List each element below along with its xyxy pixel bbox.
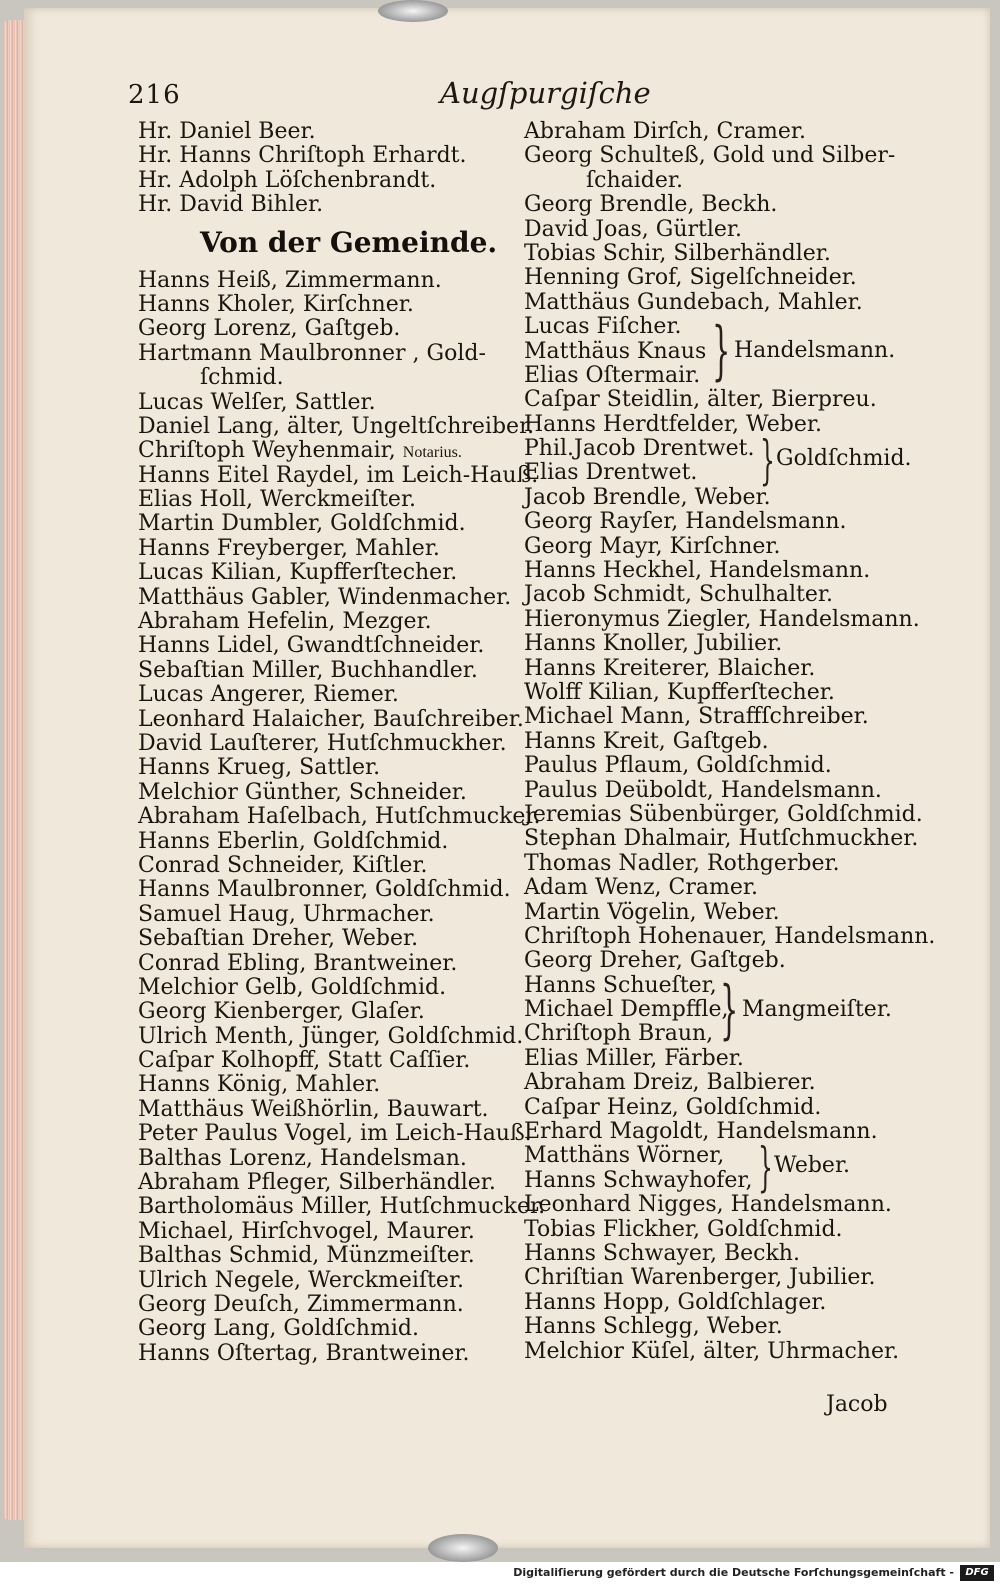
list-item: Abraham Dirſch, Cramer. [524,119,806,144]
list-item: Melchior Gelb, Goldſchmid. [138,974,447,1000]
list-item-continuation: ſchmid. [200,365,284,391]
list-item: Hanns Heckhel, Handelsmann. [524,558,871,584]
person-name: Chriſtoph Weyhenmair, [138,438,396,464]
list-item: Hanns Krueg, Sattler. [138,755,381,781]
list-item: Georg Brendle, Beckh. [524,192,778,218]
list-item: Stephan Dhalmair, Hutſchmuckher. [524,826,919,852]
list-item: Paulus Deüboldt, Handelsmann. [524,777,882,803]
list-item: Hanns Heiß, Zimmermann. [138,267,442,293]
list-item: Abraham Hefelin, Mezger. [138,609,432,635]
group-label: Weber. [774,1153,851,1179]
list-item: Lucas Angerer, Riemer. [138,682,399,708]
group-name: Chriſtoph Braun, [524,1021,714,1047]
footer-credit: Digitaliſierung gefördert durch die Deutsche Forſchungsgemeinſchaft - [513,1566,954,1579]
list-item: Samuel Haug, Uhrmacher. [138,901,435,927]
curly-brace-icon: } [712,314,731,389]
list-item: Georg Dreher, Gaſtgeb. [524,948,786,974]
list-item: Jacob Brendle, Weber. [524,484,771,510]
group-label: Mangmeiſter. [742,996,892,1022]
list-item: Martin Dumbler, Goldſchmid. [138,511,466,537]
book-clip-top [378,0,448,22]
list-item: Georg Lorenz, Gaſtgeb. [138,316,401,342]
list-item: Michael Mann, Straffſchreiber. [524,704,869,730]
list-item: Matthäus Gabler, Windenmacher. [138,584,512,610]
list-item: Matthäus Gundebach, Mahler. [524,289,863,315]
list-item: Abraham Pfleger, Silberhändler. [138,1170,496,1196]
list-item: Wolff Kilian, Kupfferſtecher. [524,680,835,706]
list-item: Hanns Lidel, Gwandtſchneider. [138,633,485,659]
list-item: Peter Paulus Vogel, im Leich-Hauß. [138,1121,532,1147]
list-item: Caſpar Steidlin, älter, Bierpreu. [524,387,877,413]
footer-bar [0,1562,1000,1585]
list-item: David Joas, Gürtler. [524,216,743,242]
person-title: Notarius. [402,444,462,462]
list-item: Conrad Ebling, Brantweiner. [138,950,458,976]
list-item: Hr. Hanns Chriſtoph Erhardt. [138,143,467,169]
list-item: Melchior Küſel, älter, Uhrmacher. [524,1338,900,1364]
group-name: Elias Oſtermair. [524,362,701,388]
list-item: Lucas Kilian, Kupfferſtecher. [138,560,458,586]
list-item: Georg Rayſer, Handelsmann. [524,509,847,535]
list-item: Henning Grof, Sigelſchneider. [524,265,857,291]
list-item-continuation: ſchaider. [586,167,683,193]
list-item: Michael, Hirſchvogel, Maurer. [138,1218,475,1244]
list-item: Jacob Schmidt, Schulhalter. [524,582,833,608]
list-item: Ulrich Menth, Jünger, Goldſchmid. [138,1023,524,1049]
list-item: Abraham Dreiz, Balbierer. [524,1070,816,1096]
list-item: Hr. Adolph Löſchenbrandt. [138,167,437,193]
brace-group-goldschmid [524,431,912,492]
curly-brace-icon: } [758,1138,773,1199]
list-item: Erhard Magoldt, Handelsmann. [524,1119,878,1145]
list-item: Georg Kienberger, Glaſer. [138,999,425,1025]
group-label: Goldſchmid. [776,446,912,472]
catchword: Jacob [826,1392,888,1417]
list-item: Elias Miller, Färber. [524,1045,744,1071]
list-item: Daniel Lang, älter, Ungeltſchreiber. [138,413,535,439]
list-item: Melchior Günther, Schneider. [138,779,467,805]
curly-brace-icon: } [720,972,739,1047]
curly-brace-icon: } [760,431,775,492]
list-item: Chriſtoph Hohenauer, Handelsmann. [524,923,936,949]
list-item: Bartholomäus Miller, Hutſchmucker. [138,1194,546,1220]
list-item: Abraham Haſelbach, Hutſchmucker. [138,804,541,830]
group-name: Michael Dempffle, [524,997,729,1023]
group-name: Lucas Fiſcher. [524,314,682,340]
list-item: Hanns Herdtfelder, Weber. [524,411,822,437]
list-item: Leonhard Nigges, Handelsmann. [524,1192,892,1218]
list-item: Hanns Kreit, Gaſtgeb. [524,728,769,754]
list-item: Georg Mayr, Kirſchner. [524,533,781,559]
list-item: Hanns Kreiterer, Blaicher. [524,655,816,681]
book-clip-bottom [428,1534,498,1562]
list-item: David Lauſterer, Hutſchmuckher. [138,730,507,756]
group-name: Matthäns Wörner, [524,1143,725,1169]
list-item: Hanns Maulbronner, Goldſchmid. [138,877,511,903]
group-name: Hanns Schwayhofer, [524,1167,753,1193]
list-item: Sebaſtian Miller, Buchhandler. [138,657,478,683]
list-item: Caſpar Heinz, Goldſchmid. [524,1094,822,1120]
list-item: Elias Holl, Werckmeiſter. [138,487,417,513]
page-number: 216 [128,80,181,110]
list-item: Matthäus Weißhörlin, Bauwart. [138,1096,489,1122]
list-item [138,439,513,463]
list-item: Hanns Oſtertag, Brantweiner. [138,1340,470,1366]
list-item: Hr. David Bihler. [138,192,324,218]
list-item: Georg Deuſch, Zimmermann. [138,1291,464,1317]
list-item: Hanns König, Mahler. [138,1072,381,1098]
list-item: Hanns Eitel Raydel, im Leich-Hauß. [138,462,539,488]
list-item: Tobias Flickher, Goldſchmid. [524,1216,843,1242]
brace-group-mangmeister [524,974,904,1047]
list-item: Leonhard Halaicher, Bauſchreiber. [138,706,524,732]
list-item: Hanns Schwayer, Beckh. [524,1241,800,1267]
brace-group-handelsmann [524,315,904,388]
list-item: Martin Vögelin, Weber. [524,899,780,925]
list-item: Conrad Schneider, Kiſtler. [138,852,428,878]
left-column [138,119,546,1366]
group-label: Handelsmann. [734,338,896,364]
list-item: Sebaſtian Dreher, Weber. [138,926,419,952]
list-item: Georg Lang, Goldſchmid. [138,1316,419,1342]
group-name: Matthäus Knaus [524,338,707,364]
list-item: Hartmann Maulbronner , Gold- [138,340,486,366]
section-heading: Von der Gemeinde. [200,225,498,259]
running-title: Augſpurgiſche [440,76,651,110]
list-item: Hieronymus Ziegler, Handelsmann. [524,606,920,632]
list-item: Adam Wenz, Cramer. [524,875,758,901]
list-item: Hanns Kholer, Kirſchner. [138,291,414,317]
right-column [524,119,936,1364]
book-page-edges [4,20,26,1520]
list-item: Balthas Lorenz, Handelsman. [138,1145,467,1171]
list-item: Chriſtian Warenberger, Jubilier. [524,1265,876,1291]
group-name: Elias Drentwet. [524,460,698,486]
brace-group-weber [524,1138,904,1199]
dfg-logo: DFG [960,1565,994,1581]
list-item: Hanns Eberlin, Goldſchmid. [138,828,449,854]
list-item: Paulus Pflaum, Goldſchmid. [524,753,832,779]
left-list [138,462,546,1366]
list-item: Tobias Schir, Silberhändler. [524,240,831,266]
list-item: Hanns Schlegg, Weber. [524,1314,783,1340]
list-item: Hr. Daniel Beer. [138,119,316,144]
list-item: Georg Schulteß, Gold und Silber- [524,143,896,169]
list-item: Balthas Schmid, Münzmeiſter. [138,1243,475,1269]
list-item: Hanns Hopp, Goldſchlager. [524,1289,827,1315]
list-item: Jeremias Sübenbürger, Goldſchmid. [524,801,923,827]
group-name: Hanns Schueſter, [524,972,717,998]
list-item: Thomas Nadler, Rothgerber. [524,850,840,876]
list-item: Ulrich Negele, Werckmeiſter. [138,1267,465,1293]
list-item: Lucas Welſer, Sattler. [138,389,376,415]
list-item: Caſpar Kolhopff, Statt Caſſier. [138,1048,471,1074]
group-name: Phil.Jacob Drentwet. [524,436,755,462]
list-item: Hanns Knoller, Jubilier. [524,631,783,657]
list-item: Hanns Freyberger, Mahler. [138,535,440,561]
